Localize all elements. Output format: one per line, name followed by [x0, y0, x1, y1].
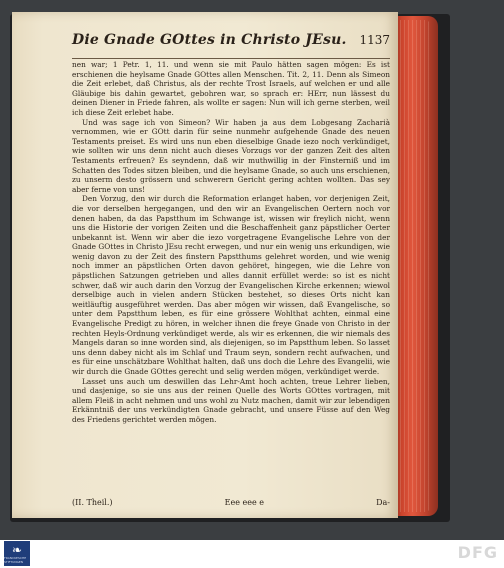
logo-icon: ❧	[11, 542, 23, 557]
paragraph: Lasset uns auch um deswillen das Lehr-Amt hoch achten, treue Lehrer lieben, und dasjenige, so sie uns aus der reinen Quelle des Worts GOttes vortragen, mit allem Fleiß in acht nehmen und uns wohl zu Nutz machen, damit wir zur lebendigen Erkänntniß der uns verkündigten Gnade gebracht, und unsere Füsse auf den Weg des Friedens gerichtet werden mögen.	[72, 376, 390, 424]
running-title: Die Gnade GOttes in Christo JEsu.	[72, 32, 347, 48]
running-head	[72, 32, 390, 59]
paragraph: Und was sage ich von Simeon? Wir haben ja aus dem Lobgesang Zacharià vernommen, wie er GOtt darin für seine nunmehr aufgehende Gnade des neuen Testaments preiset. Es wird uns nun eben dieselbige Gnade iezo noch verkündiget, wie sollten wir uns denn nicht auch dieses Vorzugs vor der ganzen Zeit des alten Testaments erfreuen? Es seyndenn, daß wir muthwillig in der Finsterniß und im Schatten des Todes sitzen bleiben, und die heylsame Gnade, so auch uns erschienen, zu unserm desto grössern und schwerern Gericht gering achten wollten. Das sey aber ferne von uns!	[72, 117, 390, 194]
institution-logo[interactable]	[4, 541, 30, 566]
page-footer	[72, 498, 390, 510]
book-fore-edge-texture	[396, 20, 432, 512]
volume-note: (II. Theil.)	[72, 498, 113, 507]
paragraph: nen war; 1 Petr. 1, 11. und wenn sie mit Paulo hätten sagen mögen: Es ist erschienen die heylsame Gnade GOttes allen Menschen. Tit. 2, 11. Denn als Simeon die Zeit erlebet, daß Christus, als der rechte Trost Israels, auf welchen er und alle Gläubige bis dahin gewartet, gebohren war, so sprach er: HErr, nun lässest du deinen Diener in Friede fahren, als wollte er sagen: Nun will ich gerne sterben, weil ich diese Zeit erlebet habe.	[72, 60, 390, 117]
logo-caption: FRANCKESCHE STIFTUNGEN	[4, 555, 27, 564]
dfg-logo[interactable]: DFG	[457, 543, 498, 562]
page-number: 1137	[359, 33, 390, 47]
book-page	[12, 12, 398, 518]
paragraph: Den Vorzug, den wir durch die Reformation erlanget haben, vor derjenigen Zeit, die vor derselben hergegangen, und den wir an Evangelischen Oertern noch vor denen haben, da das Papstthum im Schwange ist, wissen wir freylich nicht, wenn uns die Historie der vorigen Zeiten und die Beschaffenheit ganz päpstlicher Oerter unbekannt ist. Wenn wir aber die iezo vorgetragene Evangelische Lehre von der Gnade GOttes in Christo JEsu recht erwegen, und nur ein wenig uns erkundigen, wie wenig davon zu der Zeit des finstern Papstthums gelehret worden, und wie wenig noch immer an päpstlichen Orten davon gehöret, hingegen, wie die Lehre von päpstlichen Satzungen getrieben und alles dannit erfüllet werde: so ist es nicht schwer, daß wir auch darin den Vorzug der Evangelischen Kirche erkennen; wiewol derselbige auch in vielen andern Stücken bestehet, so dieses Orts nicht kan weitläuftig ausgeführet werden. Das aber mögen wir wissen, daß Evangelische, so unter dem Papstthum leben, es für eine grössere Wohlthat achten, einmal eine Evangelische Predigt zu hören, in welcher ihnen die freye Gnade von Christo in der rechten Heyls-Ordnung verkündiget werde, als wir es erkennen, die wir niemals des Mangels daran so inne worden sind, als diejenigen, so im Papstthum leben. So lasset uns denn dabey nicht als im Schlaf und Traum seyn, sondern recht aufwachen, und es für eine unschätzbare Wohlthat halten, daß uns doch die Lehre des Evangelii, wie wir durch die Gnade GOttes gerecht und selig werden mögen, verkündiget werde.	[72, 194, 390, 376]
catchword: Da-	[376, 498, 390, 507]
signature-mark: Eee eee e	[224, 498, 264, 507]
page-body	[72, 60, 390, 425]
viewer-footer-bar	[0, 540, 504, 568]
